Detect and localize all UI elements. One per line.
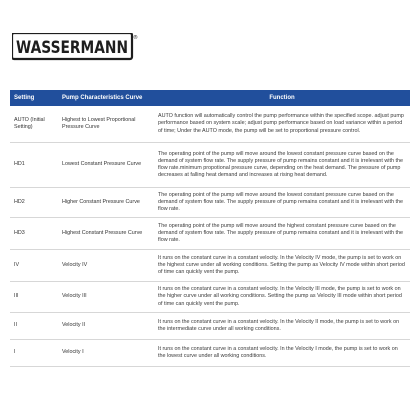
logo-wordmark: WASSERMANN bbox=[16, 38, 128, 58]
row-curve: Velocity II bbox=[58, 313, 154, 340]
row-setting: III bbox=[10, 282, 58, 313]
row-curve: Velocity IV bbox=[58, 250, 154, 282]
pump-settings-table bbox=[10, 90, 410, 367]
row-function: The operating point of the pump will move around the lowest constant pressure curve based on the demand of system flow rate. The supply pressure of pump remains constant and it is irrelevant with the flow rate.minimum propotional pressure curve, depending on the heat demand. The pressure of pump decreases at falling heat demand and increases at rising heat demand. bbox=[154, 143, 410, 188]
row-function: It runs on the constant curve in a constant velocity. In the Velocity III mode, the pump is set to work on the higher curve under all working conditions. Setting the pump as Velocity III mode within short period of time can quickly vent the pump. bbox=[154, 282, 410, 313]
table-header-row bbox=[10, 90, 410, 106]
row-setting: IV bbox=[10, 250, 58, 282]
table-row bbox=[10, 106, 410, 143]
header-function: Function bbox=[154, 90, 410, 106]
row-curve: Velocity Ⅰ bbox=[58, 340, 154, 367]
row-curve: Highest to Lowest Proportional Pressure Curve bbox=[58, 106, 154, 143]
table-row bbox=[10, 188, 410, 218]
row-curve: Lowest Constant Pressure Curve bbox=[58, 143, 154, 188]
table-row bbox=[10, 143, 410, 188]
table-row bbox=[10, 250, 410, 282]
wassermann-logo-graphic bbox=[12, 33, 138, 63]
registered-mark: ® bbox=[133, 35, 138, 41]
row-curve: Velocity III bbox=[58, 282, 154, 313]
row-function: The operating point of the pump will move around the highest constant pressure curve based on the demand of system flow rate. The supply pressure of pump remains constant and it is irrelevant with the flow rate. bbox=[154, 218, 410, 250]
row-function: The operating point of the pump will move around the lowest constant pressure curve based on the demand of system flow rate. The supply pressure of pump remains constant and it is irrelevant with the flow rate. bbox=[154, 188, 410, 218]
row-curve: Highest Constant Pressure Curve bbox=[58, 218, 154, 250]
table-row bbox=[10, 313, 410, 340]
header-curve: Pump Characteristics Curve bbox=[58, 90, 154, 106]
row-setting: II bbox=[10, 313, 58, 340]
row-function: It runs on the constant curve in a constant velocity. In the Velocity Ⅰ mode, the pump is set to work on the lowest curve under all working conditions. bbox=[154, 340, 410, 367]
row-setting: I bbox=[10, 340, 58, 367]
row-setting: AUTO (Initial Setting) bbox=[10, 106, 58, 143]
row-curve: Higher Constant Pressure Curve bbox=[58, 188, 154, 218]
brand-logo bbox=[12, 33, 138, 63]
table-row bbox=[10, 340, 410, 367]
row-function: AUTO function will automatically control the pump performance within the specified scope. adjust pump performance based on system scale; adjust pump performance based on load variance within a period of time; Under the AUTO mode, the pump will be set to proportional pressure control. bbox=[154, 106, 410, 143]
table-row bbox=[10, 282, 410, 313]
header-setting: Setting bbox=[10, 90, 58, 106]
row-function: It runs on the constant curve in a constant velocity. In the Velocity II mode, the pump is set to work on the intermediate curve under all working conditions. bbox=[154, 313, 410, 340]
row-function: It runs on the constant curve in a constant velocity. In the Velocity IV mode, the pump is set to work on the highest curve under all working conditions. Setting the pump as Velocity IV mode within short period of time can quickly vent the pump. bbox=[154, 250, 410, 282]
row-setting: HD1 bbox=[10, 143, 58, 188]
table-row bbox=[10, 218, 410, 250]
row-setting: HD3 bbox=[10, 218, 58, 250]
row-setting: HD2 bbox=[10, 188, 58, 218]
